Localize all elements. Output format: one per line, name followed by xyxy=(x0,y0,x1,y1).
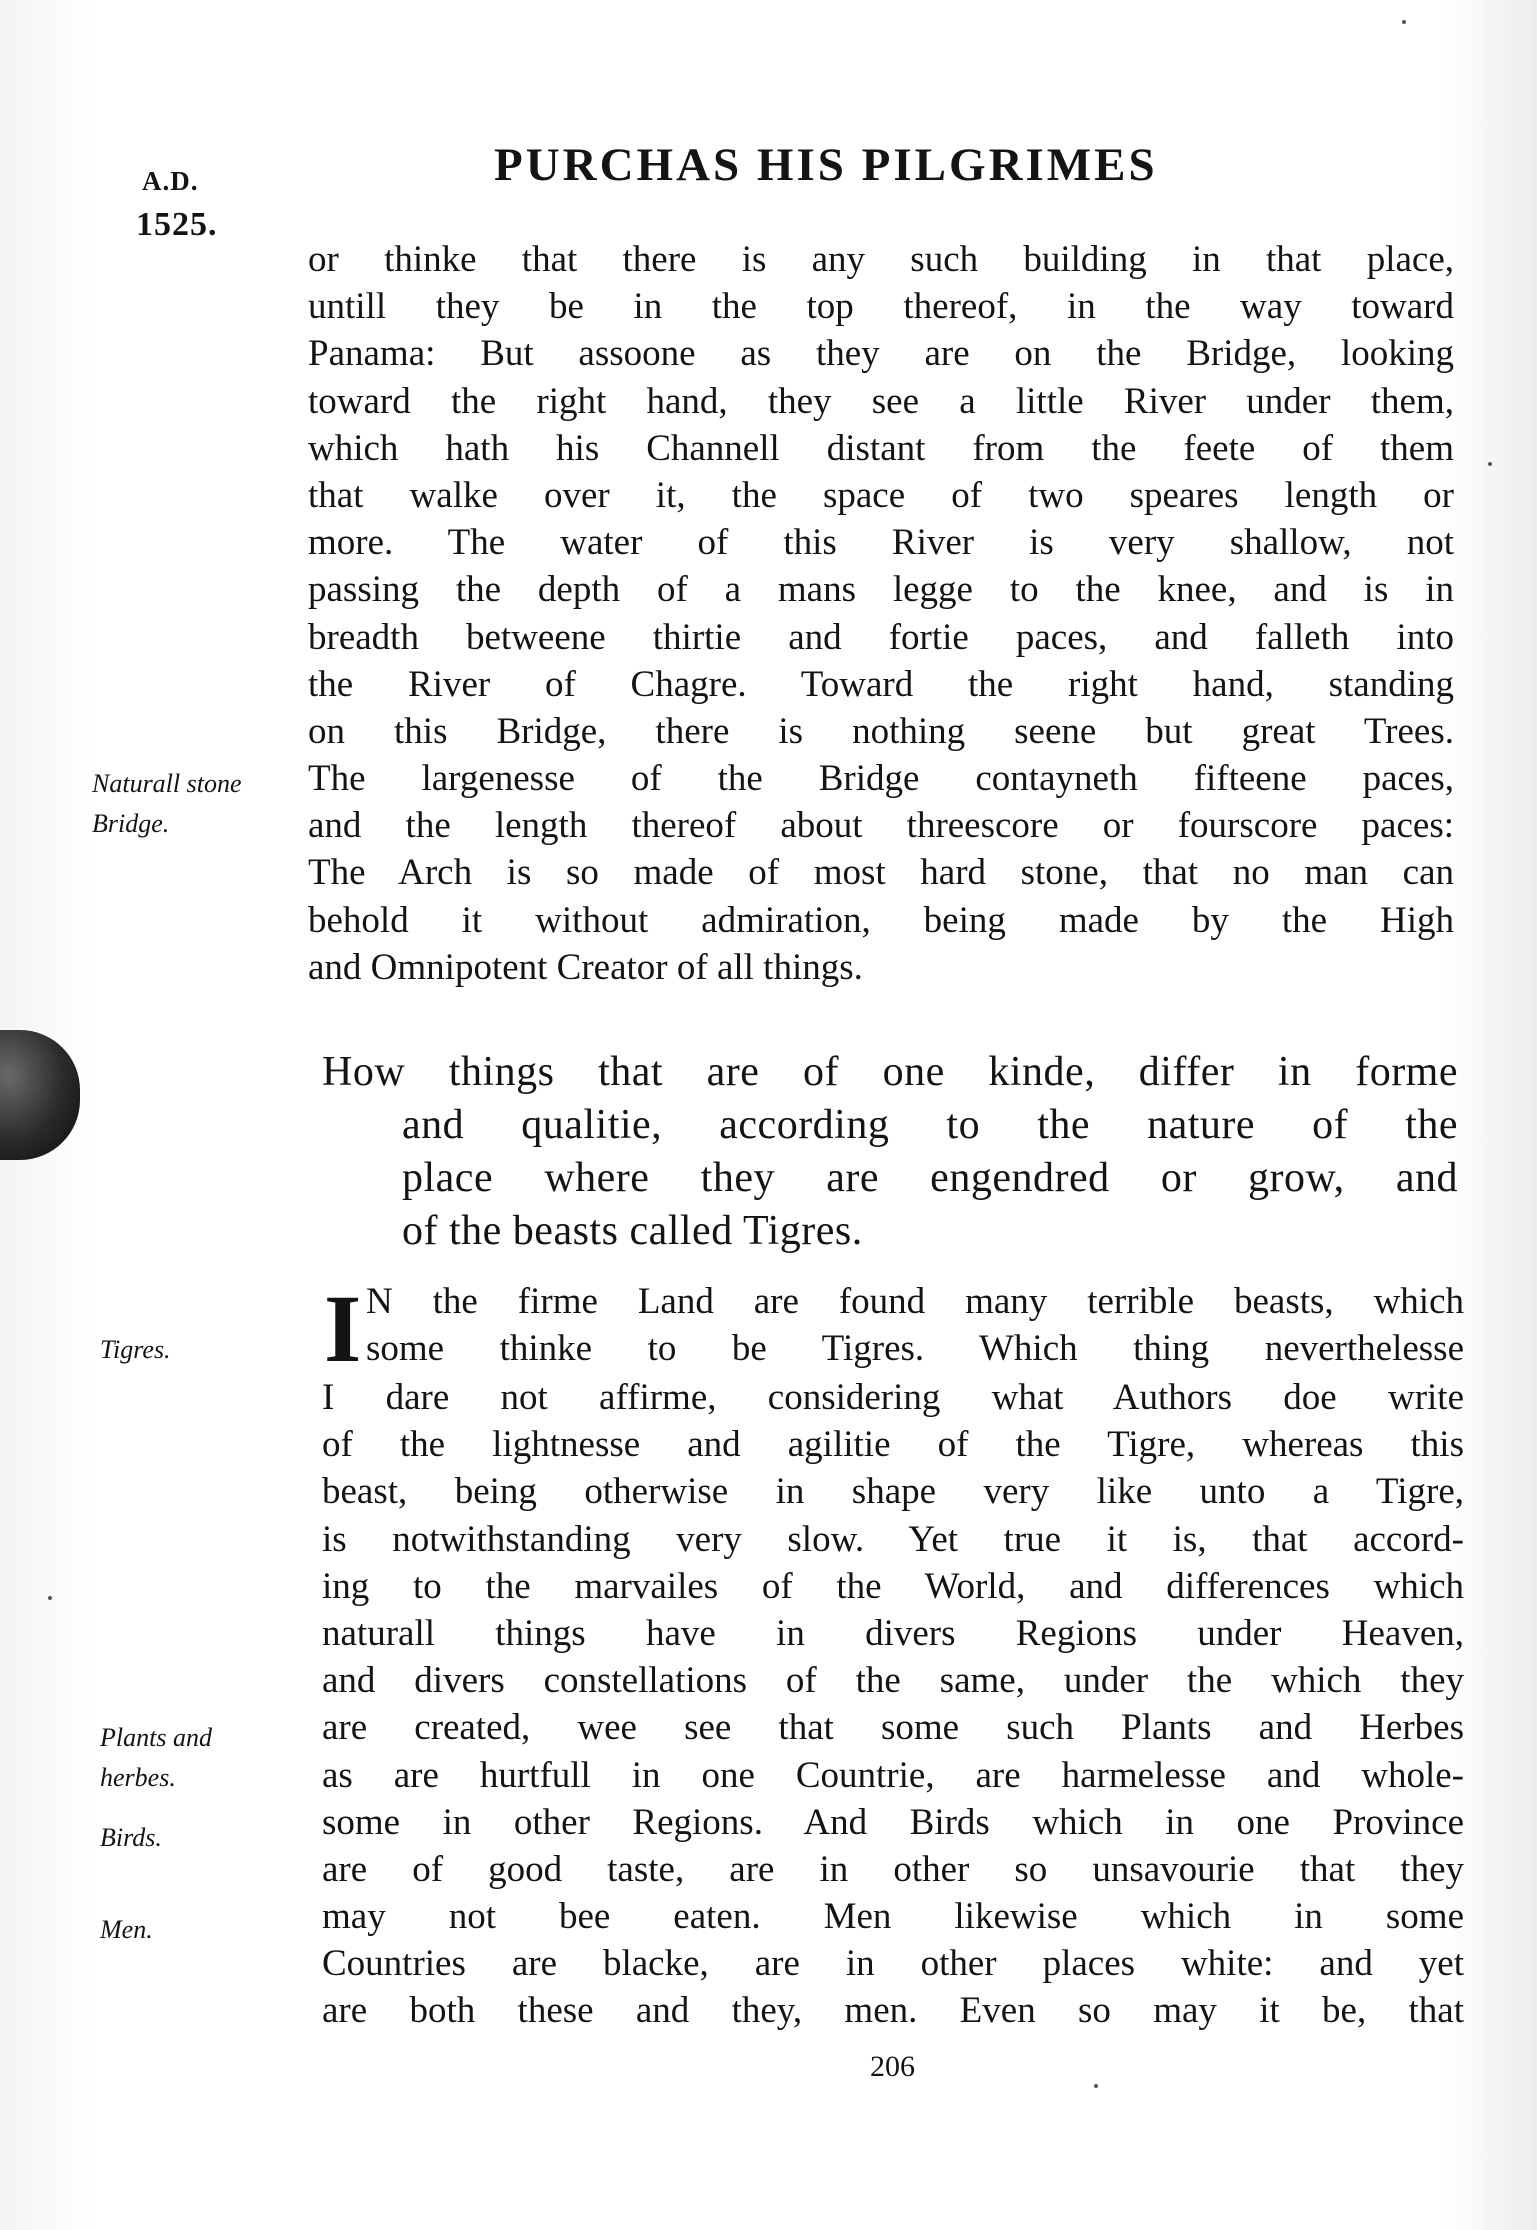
text-line: is notwithstanding very slow. Yet true it is, that accord- xyxy=(322,1518,1464,1560)
paragraph-2-indented xyxy=(366,1278,1464,1372)
year-label: A.D. xyxy=(142,166,199,196)
text-line: The Arch is so made of most hard stone, that no man can xyxy=(308,852,1454,894)
text-line: which hath his Channell distant from the feete of them xyxy=(308,427,1454,469)
margin-note-tigres: Tigres. xyxy=(100,1335,171,1364)
page-header xyxy=(0,128,1537,243)
text-line: are of good taste, are in other so unsavourie that they xyxy=(322,1848,1464,1890)
text-line: Panama: But assoone as they are on the Bridge, looking xyxy=(308,333,1454,375)
heading-line: of the beasts called Tigres. xyxy=(402,1208,863,1254)
margin-note-plants-2: herbes. xyxy=(100,1763,176,1792)
year: 1525. xyxy=(136,206,218,243)
paragraph-2 xyxy=(322,1374,1464,2035)
text-line: I dare not affirme, considering what Authors doe write xyxy=(322,1377,1464,1418)
page-number: 206 xyxy=(870,2050,915,2083)
text-line: that walke over it, the space of two speares length or xyxy=(308,474,1454,516)
section-heading xyxy=(322,1046,1458,1258)
text-line: behold it without admiration, being made by the High xyxy=(308,899,1454,941)
thumb-shadow xyxy=(0,1030,80,1160)
heading-line: How things that are of one kinde, differ in forme xyxy=(322,1049,1458,1095)
dust-speck xyxy=(1488,462,1492,466)
text-line: some thinke to be Tigres. Which thing neverthelesse xyxy=(366,1328,1464,1370)
heading-line: place where they are engendred or grow, and xyxy=(402,1155,1458,1201)
text-line: may not bee eaten. Men likewise which in some xyxy=(322,1896,1464,1938)
text-line: N the firme Land are found many terrible beasts, which xyxy=(366,1281,1464,1322)
dust-speck xyxy=(1402,20,1406,24)
drop-cap: I xyxy=(324,1275,362,1382)
text-line: some in other Regions. And Birds which in one Province xyxy=(322,1801,1464,1843)
margin-note-stone-bridge-1: Naturall stone xyxy=(92,769,242,798)
text-line: and Omnipotent Creator of all things. xyxy=(308,946,863,988)
dust-speck xyxy=(1094,2084,1098,2088)
text-line: of the lightnesse and agilitie of the Tigre, whereas this xyxy=(322,1424,1464,1466)
text-line: The largenesse of the Bridge contayneth fifteene paces, xyxy=(308,758,1454,800)
text-line: beast, being otherwise in shape very like unto a Tigre, xyxy=(322,1471,1464,1513)
text-line: on this Bridge, there is nothing seene but great Trees. xyxy=(308,710,1454,752)
text-line: are created, wee see that some such Plants and Herbes xyxy=(322,1707,1464,1749)
text-line: naturall things have in divers Regions under Heaven, xyxy=(322,1612,1464,1654)
text-line: more. The water of this River is very shallow, not xyxy=(308,522,1454,564)
text-line: and the length thereof about threescore or fourscore paces: xyxy=(308,805,1454,847)
text-line: untill they be in the top thereof, in the way toward xyxy=(308,286,1454,328)
text-line: ing to the marvailes of the World, and differences which xyxy=(322,1565,1464,1607)
text-line: Countries are blacke, are in other places white: and yet xyxy=(322,1943,1464,1985)
text-line: passing the depth of a mans legge to the knee, and is in xyxy=(308,569,1454,611)
margin-note-plants-1: Plants and xyxy=(100,1723,212,1752)
dust-speck xyxy=(48,1596,52,1600)
text-line: and divers constellations of the same, under the which they xyxy=(322,1660,1464,1702)
paragraph-1 xyxy=(308,236,1454,991)
margin-note-stone-bridge-2: Bridge. xyxy=(92,809,170,838)
text-line: toward the right hand, they see a little River under them, xyxy=(308,380,1454,422)
margin-note-men: Men. xyxy=(100,1915,153,1944)
heading-line: and qualitie, according to the nature of the xyxy=(402,1102,1458,1148)
text-line: as are hurtfull in one Countrie, are harmelesse and whole- xyxy=(322,1754,1464,1796)
text-line: are both these and they, men. Even so may it be, that xyxy=(322,1990,1464,2032)
text-line: the River of Chagre. Toward the right hand, standing xyxy=(308,663,1454,705)
page-title: PURCHAS HIS PILGRIMES xyxy=(494,139,1158,191)
text-line: or thinke that there is any such building in that place, xyxy=(308,239,1454,280)
margin-note-birds: Birds. xyxy=(100,1823,162,1852)
text-line: breadth betweene thirtie and fortie paces, and falleth into xyxy=(308,616,1454,658)
